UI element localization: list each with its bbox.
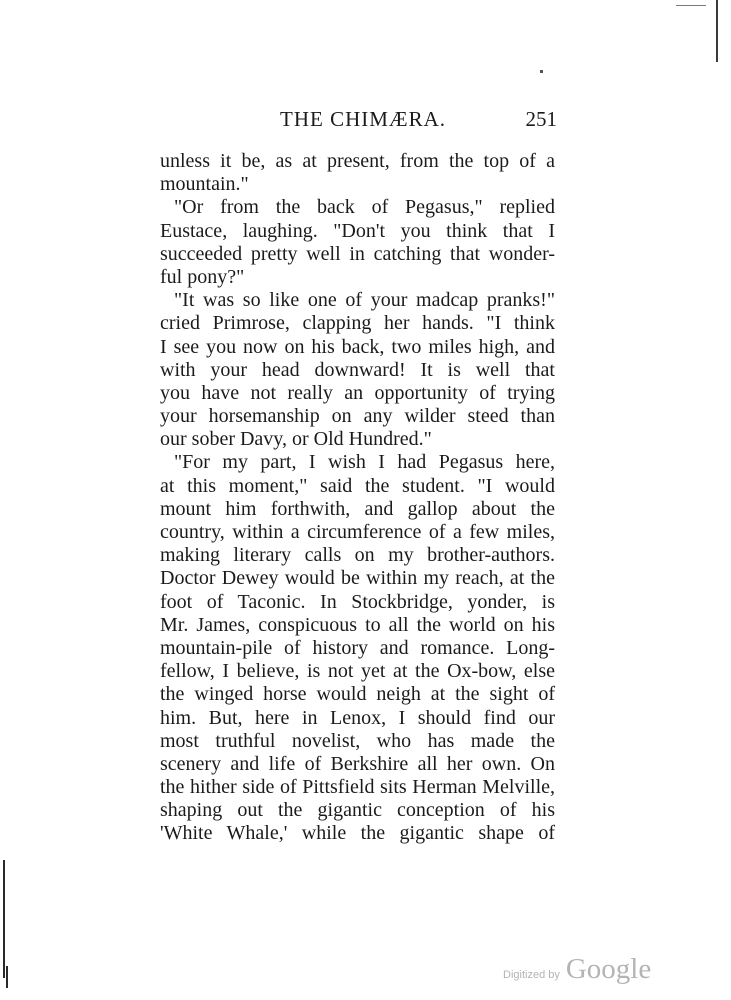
text-line-26: most truthful novelist, who has made the [160, 729, 555, 752]
running-head [160, 107, 557, 137]
scan-speck [540, 70, 543, 73]
body-text [160, 150, 555, 846]
text-line-30: 'White Whale,' while the gigantic shape of [160, 822, 555, 845]
text-line-14: "For my part, I wish I had Pegasus here, [174, 451, 555, 474]
text-line-4: Eustace, laughing. "Don't you think that I [160, 219, 555, 242]
running-title: THE CHIMÆRA. [280, 107, 447, 131]
text-line-10: with your head downward! It is well that [160, 358, 555, 381]
text-line-15: at this moment," said the student. "I would [160, 474, 555, 497]
watermark-prefix: Digitized by [503, 969, 560, 981]
digitized-watermark [503, 953, 651, 985]
text-line-28: the hither side of Pittsfield sits Herman Melville, [160, 776, 555, 799]
text-line-24: the winged horse would neigh at the sight of [160, 683, 555, 706]
text-line-23: fellow, I believe, is not yet at the Ox-bow, else [160, 660, 555, 683]
text-line-11: you have not really an opportunity of trying [160, 381, 555, 404]
text-line-29: shaping out the gigantic conception of his [160, 799, 555, 822]
text-line-25: him. But, here in Lenox, I should find our [160, 706, 555, 729]
google-logo: Google [565, 953, 652, 985]
text-line-17: country, within a circumference of a few miles, [160, 521, 555, 543]
scan-edge-mark-left [3, 860, 5, 978]
text-line-12: your horsemanship on any wilder steed than [160, 405, 555, 428]
text-line-22: mountain-pile of history and romance. Long- [160, 636, 555, 659]
text-line-20: foot of Taconic. In Stockbridge, yonder, is [160, 590, 555, 613]
scan-edge-mark-left-bottom [6, 966, 8, 988]
text-line-21: Mr. James, conspicuous to all the world on his [160, 613, 555, 636]
text-line-3: "Or from the back of Pegasus," replied [174, 196, 555, 219]
page-number: 251 [525, 107, 557, 131]
text-line-1: unless it be, as at present, from the top of a [160, 150, 555, 172]
text-line-16: mount him forthwith, and gallop about the [160, 497, 555, 520]
text-line-5: succeeded pretty well in catching that wonder- [160, 242, 555, 265]
scan-edge-mark-top [716, 0, 718, 62]
text-line-27: scenery and life of Berkshire all her own. On [160, 752, 555, 775]
text-line-6: ful pony?" [160, 265, 245, 288]
text-line-8: cried Primrose, clapping her hands. "I think [160, 312, 555, 335]
scan-edge-mark-top-tick [676, 5, 706, 6]
text-line-19: Doctor Dewey would be within my reach, at the [160, 567, 555, 590]
text-line-2: mountain." [160, 173, 249, 196]
text-line-9: I see you now on his back, two miles high, and [160, 335, 555, 358]
text-line-13: our sober Davy, or Old Hundred." [160, 428, 432, 451]
text-line-18: making literary calls on my brother-authors. [160, 544, 555, 567]
text-line-7: "It was so like one of your madcap pranks!" [174, 289, 555, 312]
